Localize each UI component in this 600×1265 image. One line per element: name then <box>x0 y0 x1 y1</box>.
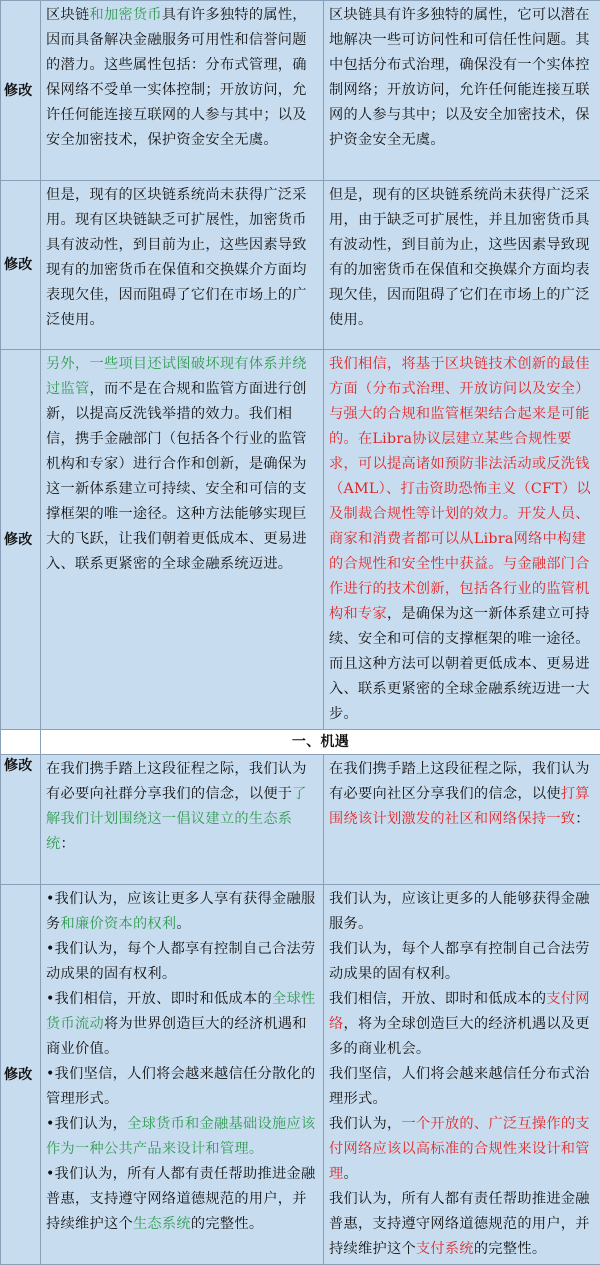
original-text-cell <box>41 1 324 181</box>
text-span: 具有许多独特的属性，因而具备解决金融服务可用性和信誉问题的潜力。这些属性包括：分布式管理，确保网络不受单一实体控制；开放访问，允许任何能连接互联网的人参与其中；以及安全加密技术，保护资金安全无虞。 <box>46 7 307 148</box>
text-span: •我们坚信，人们将会越来越信任分散化的管理形式。 <box>46 1066 315 1107</box>
paragraph <box>329 987 596 1062</box>
text-span: •我们认为，所有人都有责任帮助推进金融普惠，支持遵守网络道德规范的用户，并持续维护这个 <box>46 1166 315 1232</box>
paragraph <box>46 1162 319 1237</box>
text-span: 的完整性。 <box>474 1241 546 1257</box>
paragraph <box>329 757 596 832</box>
spacer <box>329 832 596 857</box>
text-span: ，而不是在合规和监管方面进行创新，以提高反洗钱举措的效力。我们相信，携手金融部门（包括各个行业的监管机构和专家）进行合作和创新，是确保为这一新体系建立可持续、安全和可信的支撑框架的唯一途径。这种方法能够实现巨大的飞跃，让我们朝着更低成本、更易进入、联系更紧密的全球金融系统迈进。 <box>46 381 307 572</box>
row-label: 修改 <box>1 1 41 181</box>
text-span: ： <box>575 811 590 827</box>
text-span: •我们相信，开放、即时和低成本的 <box>46 991 272 1007</box>
paragraph <box>46 887 319 937</box>
text-span: 我们相信，开放、即时和低成本的 <box>329 991 546 1007</box>
paragraph <box>46 937 319 987</box>
highlight-green-text: 另外，一些项目还试图破坏现有体系并绕过监管 <box>46 356 307 397</box>
original-text-cell <box>41 181 324 350</box>
paragraph <box>46 183 319 333</box>
highlight-red-text: 支付系统 <box>416 1241 474 1257</box>
highlight-green-text: 了解我们计划围绕这一倡议建立的生态系统 <box>46 786 307 852</box>
text-span: 区块链 <box>46 7 89 23</box>
paragraph <box>46 3 319 153</box>
text-span: 在我们携手踏上这段征程之际，我们认为有必要向社区分享我们的信念，以使 <box>329 761 590 802</box>
text-span: ： <box>61 836 76 852</box>
table-row <box>1 1 600 181</box>
spacer <box>46 153 319 178</box>
paragraph <box>46 1112 319 1162</box>
text-span: 将为世界创造巨大的经济机遇和商业价值。 <box>46 1016 307 1057</box>
revised-text-cell <box>324 1 600 181</box>
text-span: 的完整性。 <box>191 1216 263 1232</box>
text-span: •我们认为，每个人都享有控制自己合法劳动成果的固有权利。 <box>46 941 315 982</box>
paragraph <box>329 183 596 333</box>
original-text-cell <box>41 885 324 1265</box>
paragraph <box>46 352 319 577</box>
revised-text-cell <box>324 350 600 730</box>
original-text-cell <box>41 350 324 730</box>
header-spacer-cell <box>1 730 41 755</box>
original-text-cell <box>41 755 324 885</box>
spacer <box>329 333 596 347</box>
revised-text-cell <box>324 181 600 350</box>
text-span: 。 <box>344 1166 359 1182</box>
paragraph <box>329 1112 596 1187</box>
section-header: 一、机遇 <box>41 730 600 755</box>
highlight-green-text: 和加密货币 <box>89 7 161 23</box>
paragraph <box>329 937 596 987</box>
text-span: 我们认为，每个人都享有控制自己合法劳动成果的固有权利。 <box>329 941 590 982</box>
revised-text-cell <box>324 885 600 1265</box>
text-span: •我们认为， <box>46 1116 127 1132</box>
text-span: •我们认为，应该让更多人享有获得金融服务 <box>46 891 315 932</box>
row-label: 修改 <box>1 350 41 730</box>
text-span: 区块链具有许多独特的属性，它可以潜在地解决一些可访问性和可信任性问题。其中包括分布式治理，确保没有一个实体控制网络；开放访问，允许任何能连接互联网的人参与其中；以及安全加密技术，保护资金安全无虞。 <box>329 7 590 148</box>
revised-text-cell <box>324 755 600 885</box>
highlight-red-text: 打算围绕该计划激发的社区和网络保持一致 <box>329 786 590 827</box>
spacer <box>329 153 596 178</box>
text-span: 但是，现有的区块链系统尚未获得广泛采用。现有区块链缺乏可扩展性，加密货币具有波动性，到目前为止，这些因素导致现有的加密货币在保值和交换媒介方面均表现欠佳，因而阻碍了它们在市场上的广泛使用。 <box>46 187 307 328</box>
text-span: ，将为全球创造巨大的经济机遇以及更多的商业机会。 <box>329 1016 590 1057</box>
spacer <box>46 857 319 882</box>
highlight-red-text: 我们相信，将基于区块链技术创新的最佳方面（分布式治理、开放访问以及安全）与强大的合规和监管框架结合起来是可能的。在Libra协议层建立某些合规性要求，可以提高诸如预防非法活动或反洗钱（AML）、打击资助恐怖主义（CFT）以及制裁合规性等计划的效力。开发人员、商家和消费者都可以从Libra网络中构建的合规性和安全性中获益。与金融部门合作进行的技术创新，包括各行业的监管机构和专家 <box>329 356 591 622</box>
table-row <box>1 181 600 350</box>
highlight-green-text: 和廉价资本的权利 <box>61 916 177 932</box>
paragraph <box>46 987 319 1062</box>
table-row <box>1 755 600 885</box>
paragraph <box>329 1187 596 1262</box>
text-span: 我们认为， <box>329 1116 401 1132</box>
text-span: 但是，现有的区块链系统尚未获得广泛采用，由于缺乏可扩展性，并且加密货币具有波动性，到目前为止，这些因素导致现有的加密货币在保值和交换媒介方面均表现欠佳，因而阻碍了它们在市场上的广泛使用。 <box>329 187 590 328</box>
text-span: 在我们携手踏上这段征程之际，我们认为有必要向社群分享我们的信念，以便于 <box>46 761 307 802</box>
table-row <box>1 350 600 730</box>
text-span: 我们认为，所有人都有责任帮助推进金融普惠，支持遵守网络道德规范的用户，并持续维护这个 <box>329 1191 590 1257</box>
highlight-green-text: 全球性货币流动 <box>46 991 315 1032</box>
spacer <box>46 333 319 347</box>
highlight-green-text: 生态系统 <box>133 1216 191 1232</box>
text-span: 我们坚信，人们将会越来越信任分布式治理形式。 <box>329 1066 590 1107</box>
section-header-row <box>1 730 600 755</box>
comparison-table-body <box>1 1 600 1265</box>
highlight-green-text: 全球货币和金融基础设施应该作为一种公共产品来设计和管理。 <box>46 1116 315 1157</box>
paragraph <box>329 887 596 937</box>
row-label: 修改 <box>1 885 41 1265</box>
paragraph <box>46 757 319 857</box>
paragraph <box>46 1062 319 1112</box>
highlight-red-text: 一个开放的、广泛互操作的支付网络应该以高标准的合规性来设计和管理 <box>329 1116 590 1182</box>
text-span: 。 <box>176 916 191 932</box>
highlight-red-text: 支付网络 <box>329 991 590 1032</box>
text-span: ，是确保为这一新体系建立可持续、安全和可信的支撑框架的唯一途径。而且这种方法可以朝着更低成本、更易进入、联系更紧密的全球金融系统迈进一大步。 <box>329 606 590 722</box>
paragraph <box>329 1062 596 1112</box>
text-span: 我们认为，应该让更多的人能够获得金融服务。 <box>329 891 590 932</box>
row-label: 修改 <box>1 181 41 350</box>
row-label: 修改 <box>1 755 41 885</box>
paragraph <box>329 3 596 153</box>
table-row <box>1 885 600 1265</box>
paragraph <box>329 352 596 727</box>
